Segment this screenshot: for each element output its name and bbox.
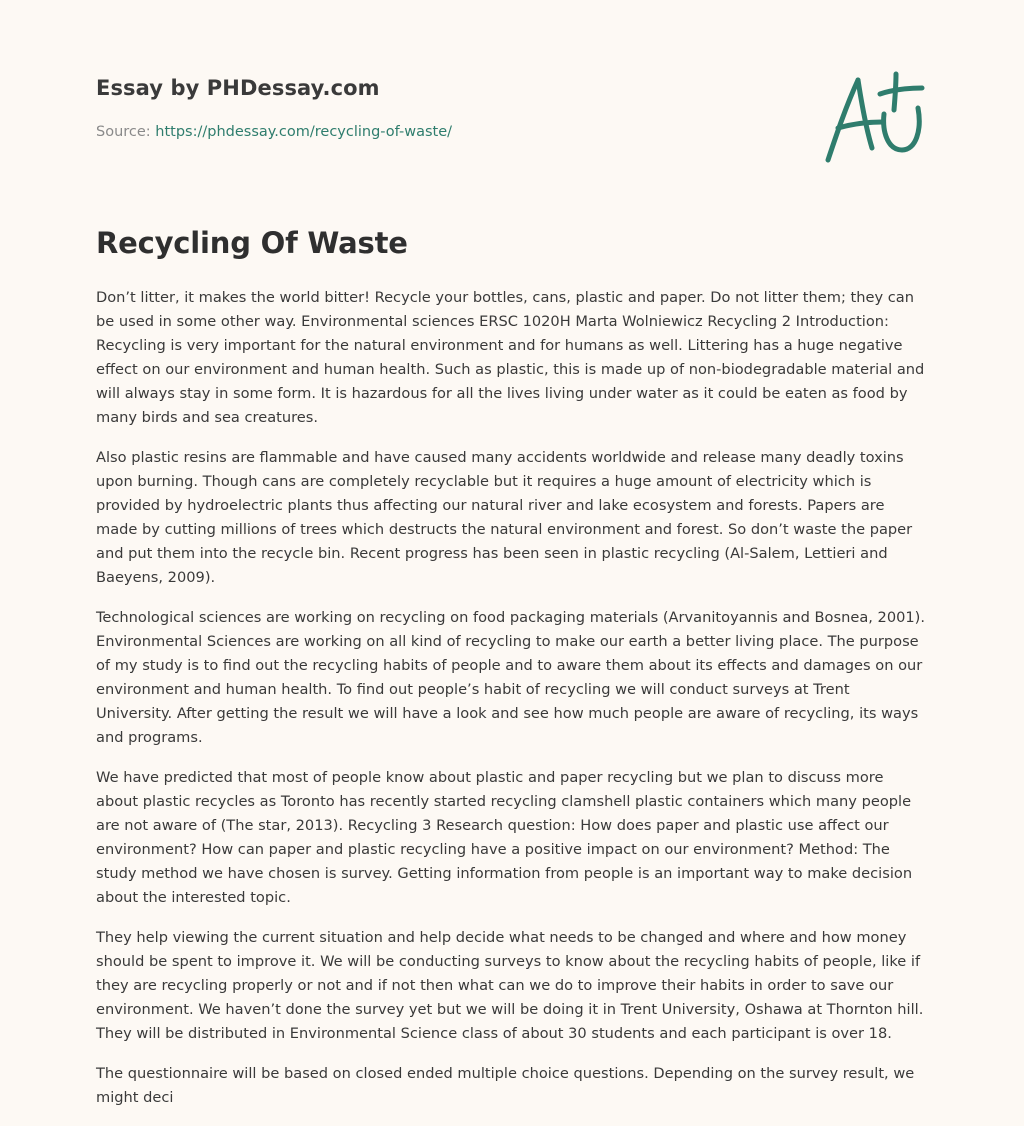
essay-paragraph-5: They help viewing the current situation and help decide what needs to be changed and where and how money should be spent to improve it. We will be conducting surveys to know about the recycling habits of people, like if they are recycling properly or not and if not then what can we do to improve their habits in order to save our environment. We haven’t done the survey yet but we will be doing it in Trent University, Oshawa at Thornton hill. They will be distributed in Environmental Science class of about 30 students and each participant is over 18. [96, 929, 924, 1042]
a-plus-logo [822, 66, 928, 166]
essay-paragraph-2: Also plastic resins are flammable and have caused many accidents worldwide and release many deadly toxins upon burning. Though cans are completely recyclable but it requires a huge amount of electricity which is provided by hydroelectric plants thus affecting our natural river and lake ecosystem and forests. Papers are made by cutting millions of trees which destructs the natural environment and forest. So don’t waste the paper and put them into the recycle bin. Recent progress has been seen in plastic recycling (Al-Salem, Lettieri and Baeyens, 2009). [96, 449, 913, 586]
essay-paragraph-6: The questionnaire will be based on closed ended multiple choice questions. Depending on the survey result, we might deci [96, 1065, 915, 1106]
essay-paragraph-4: We have predicted that most of people know about plastic and paper recycling but we plan to discuss more about plastic recycles as Toronto has recently started recycling clamshell plastic containers which many people are not aware of (The star, 2013). Recycling 3 Research question: How does paper and plastic use affect our environment? How can paper and plastic recycling have a positive impact on our environment? Method: The study method we have chosen is survey. Getting information from people is an important way to make decision about the interested topic. [96, 769, 913, 906]
a-plus-logo-icon [822, 66, 928, 166]
source-line [96, 124, 452, 140]
essay-body [96, 286, 928, 1126]
essay-paragraph-1: Don’t litter, it makes the world bitter! Recycle your bottles, cans, plastic and paper. Do not litter them; they can be used in some other way. Environmental sciences ERSC 1020H Marta Wolniewicz Recycling 2 Introduction: Recycling is very important for the natural environment and for humans as well. Littering has a huge negative effect on our environment and human health. Such as plastic, this is made up of non-biodegradable material and will always stay in some form. It is hazardous for all the lives living under water as it could be eaten as food by many birds and sea creatures. [96, 289, 925, 426]
essay-title: Recycling Of Waste [96, 226, 408, 260]
essay-paragraph-3: Technological sciences are working on recycling on food packaging materials (Arvanitoyannis and Bosnea, 2001). Environmental Sciences are working on all kind of recycling to make our earth a better living place. The purpose of my study is to find out the recycling habits of people and to aware them about its effects and damages on our environment and human health. To find out people’s habit of recycling we will conduct surveys at Trent University. After getting the result we will have a look and see how much people are aware of recycling, its ways and programs. [96, 609, 926, 746]
source-label: Source: [96, 124, 156, 140]
site-title: Essay by PHDessay.com [96, 76, 380, 100]
source-link[interactable]: https://phdessay.com/recycling-of-waste/ [155, 124, 453, 140]
